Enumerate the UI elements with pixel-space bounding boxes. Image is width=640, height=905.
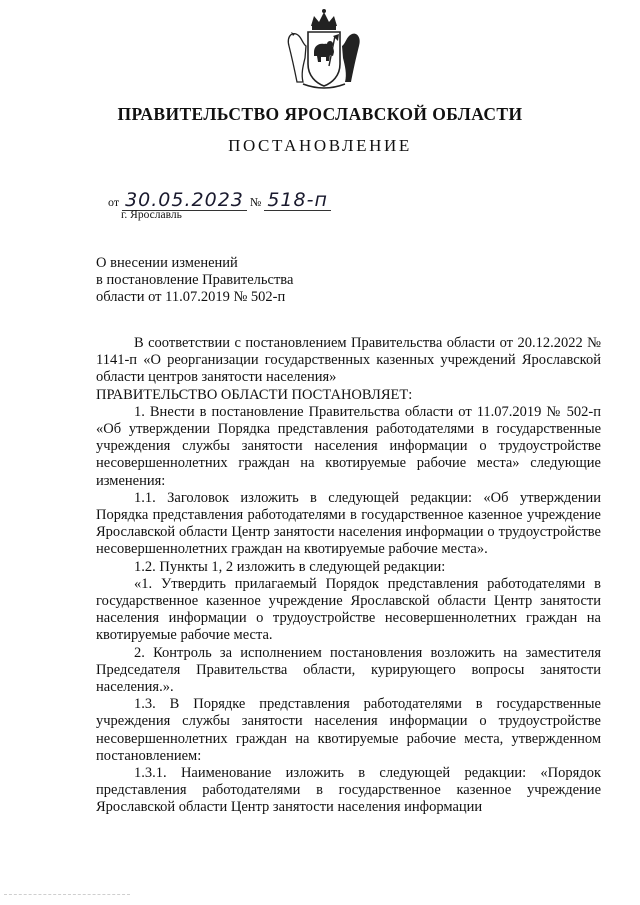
city-label: г. Ярославль <box>121 209 182 221</box>
subject-block <box>96 255 293 307</box>
date-number-line <box>108 190 331 211</box>
number-prefix: № <box>249 195 262 209</box>
body-paragraph: В соответствии с постановлением Правительства области от 20.12.2022 № 1141-п «О реорганизации государственных казенных учреждений Ярославской области центров занятости населения» <box>96 335 601 386</box>
document-type: ПОСТАНОВЛЕНИЕ <box>228 136 412 155</box>
body-paragraph: «1. Утвердить прилагаемый Порядок представления работодателями в государственное казенное учреждение Ярославской области Центр занятости населения информации о трудоустройстве несовершеннолетних граждан на квотируемые рабочие места. <box>96 575 601 644</box>
body-paragraph: 1. Внести в постановление Правительства области от 11.07.2019 № 502-п «Об утверждении Порядка представления работодателями в государственные учреждения службы занятости населения информации о трудоустройстве несовершеннолетних граждан на квотируемые рабочие места» следующие изменения: <box>96 403 601 489</box>
body-paragraph: 1.1. Заголовок изложить в следующей редакции: «Об утверждении Порядка представления работодателями в государственное казенное учреждение Ярославской области Центр занятости населения информации о трудоустройстве несовершеннолетних граждан на квотируемые рабочие места». <box>96 489 601 558</box>
date-value: 30.05.2023 <box>122 190 247 211</box>
resolution-heading: ПРАВИТЕЛЬСТВО ОБЛАСТИ ПОСТАНОВЛЯЕТ: <box>96 386 413 403</box>
subject-line: области от 11.07.2019 № 502-п <box>96 289 286 306</box>
page-title: ПРАВИТЕЛЬСТВО ЯРОСЛАВСКОЙ ОБЛАСТИ <box>117 104 523 124</box>
body-paragraph: 1.3.1. Наименование изложить в следующей редакции: «Порядок представления работодателями в государственное казенное учреждение Ярославской области Центр занятости населения информации <box>96 765 601 816</box>
coat-of-arms-emblem <box>283 6 365 92</box>
date-prefix: от <box>108 195 120 209</box>
subject-line: в постановление Правительства <box>96 272 294 289</box>
body-paragraph: 1.2. Пункты 1, 2 изложить в следующей редакции: <box>134 558 446 575</box>
scan-footer-line <box>4 894 130 895</box>
body-paragraph: 2. Контроль за исполнением постановления возложить на заместителя Председателя Правительства области, курирующего вопросы занятости населения.». <box>96 644 601 696</box>
number-value: 518-п <box>264 190 331 211</box>
document-body <box>96 335 601 817</box>
subject-line: О внесении изменений <box>96 255 238 271</box>
body-paragraph: 1.3. В Порядке представления работодателями в государственные учреждения службы занятости населения информации о трудоустройстве несовершеннолетних граждан на квотируемые рабочие места, утвержденном постановлением: <box>96 696 601 764</box>
